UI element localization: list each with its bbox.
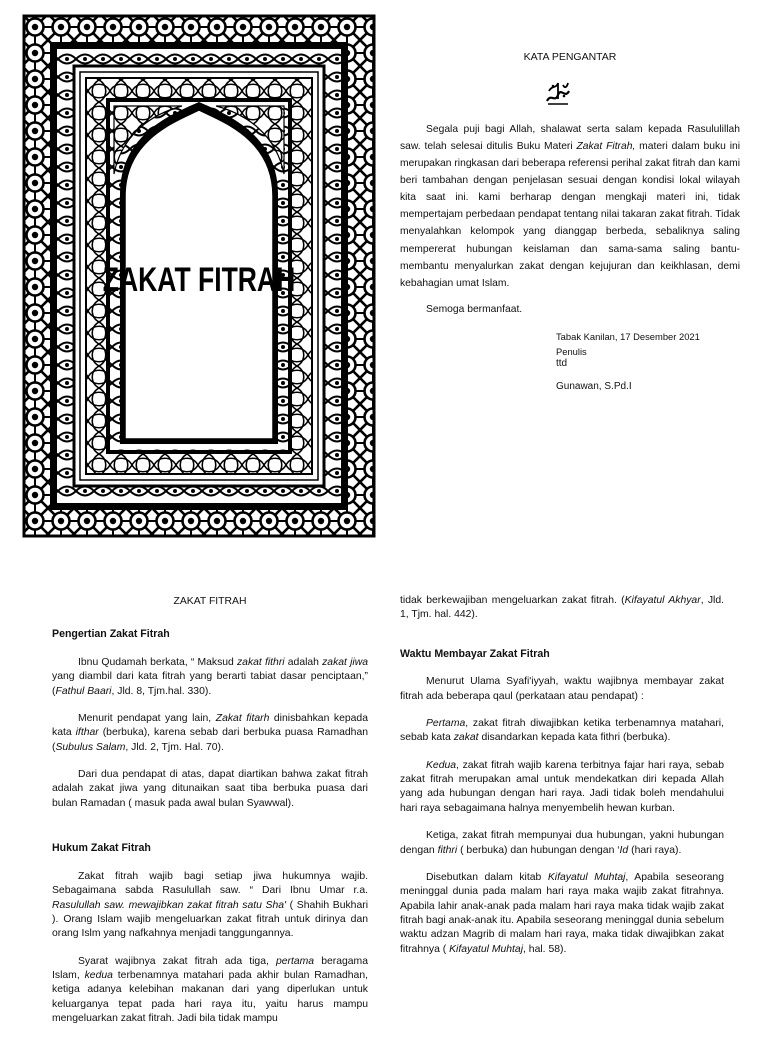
place-date: Tabak Kanilan, 17 Desember 2021 — [556, 331, 700, 342]
paragraph: Zakat fitrah wajib bagi setiap jiwa hukumnya wajib. Sebagaimana sabda Rasulullah saw. “ Dari Ibnu Umar r.a. Rasulullah saw. mewajibkan zakat fitrah satu Sha' ( Shahih Bukhari ). Orang Islam wajib mengeluarkan zakat fitrah untuk dirinya dan orang Islm yang nafkahnya menjadi tanggungannya. — [52, 870, 368, 940]
book-cover — [22, 14, 376, 538]
section-heading-waktu: Waktu Membayar Zakat Fitrah — [400, 647, 550, 660]
basmala-calligraphy-icon — [543, 77, 573, 107]
preface-body — [400, 121, 740, 292]
paragraph: Disebutkan dalam kitab Kifayatul Muhtaj, Apabila seseorang meninggal dunia pada malam hari raya maka wajib zakat fitrahnya. Apabila lahir anak-anak pada malam hari raya maka tidak wajib zakat fitrah bagi anak-anak itu. Apabila seseorang meninggal dunia sebelum waktu adzan Magrib di malam hari raya, maka tidak diwajibkan zakat fitrahnya ( Kifayatul Muhtaj, hal. 58). — [400, 871, 724, 955]
author-role: Penulis — [556, 346, 587, 357]
cover-title: ZAKAT FITRAH — [102, 261, 296, 299]
article-left-column — [52, 595, 368, 1039]
article-right-column — [400, 594, 724, 970]
section-heading-pengertian: Pengertian Zakat Fitrah — [52, 628, 170, 641]
preface-heading: KATA PENGANTAR — [523, 51, 617, 63]
paragraph: Syarat wajibnya zakat fitrah ada tiga, pertama beragama Islam, kedua terbenamnya matahari pada akhir bulan Ramadhan, ketiga adanya kelebihan makanan dari yang diperlukan untuk keluarganya tepat pada hari raya itu, yaitu harus mampu mengeluarkan zakat fitrah. Jadi bila tidak mampu — [52, 955, 368, 1025]
author-name: Gunawan, S.Pd.I — [556, 381, 632, 392]
paragraph: Kedua, zakat fitrah wajib karena terbitnya fajar hari raya, sebab zakat fitrah merupakan amal untuk mendekatkan diri kepada Allah yang ada hubungan dengan hari raya. Jadi tidak boleh mendahului hari raya sebagaimana halnya menyembelih hewan kurban. — [400, 759, 724, 814]
signature-mark: ttd — [556, 358, 568, 369]
paragraph: Ibnu Qudamah berkata, “ Maksud zakat fithri adalah zakat jiwa yang diambil dari kata fitrah yang berarti tabiat dasar penciptaan,” (Fathul Baari, Jld. 8, Tjm.hal. 330). — [52, 656, 368, 697]
preface-paragraph: Segala puji bagi Allah, shalawat serta salam kepada Rasululillah saw. telah selesai ditulis Buku Materi Zakat Fitrah, materi dalam buku ini merupakan ringkasan dari beberapa referensi perihal zakat fitrah dan kami beri tambahan dengan penjelasan sesuai dengan kondisi lokal wilayah kita saat ini. kami berharap dengan mengkaji materi ini, tidak mempertajam perbedaan pendapat tentang nilai takaran zakat fitrah. Tidak menyalahkan kelompok yang dianggap berbeda, sebaliknya saling mempererat hubungan keislaman dan sama-sama saling bantu-membantu menyalurkan zakat dengan kejujuran dan keikhlasan, demi kebahagian umat Islam. — [400, 124, 741, 289]
article-title: ZAKAT FITRAH — [173, 596, 247, 607]
paragraph: Menurut Ulama Syafi'iyyah, waktu wajibnya membayar zakat fitrah ada beberapa qaul (perkataan atau pendapat) : — [400, 676, 724, 702]
paragraph: Menurit pendapat yang lain, Zakat fitarh dinisbahkan kepada kata ifthar (berbuka), karena sebab dari berbuka puasa Ramadhan (Subulus Salam, Jld. 2, Tjm. Hal. 70). — [52, 713, 368, 753]
section-heading-hukum: Hukum Zakat Fitrah — [52, 842, 151, 855]
paragraph: Ketiga, zakat fitrah mempunyai dua hubungan, yakni hubungan dengan fithri ( berbuka) dan hubungan dengan ‘Id (hari raya). — [400, 830, 724, 856]
paragraph: Pertama, zakat fitrah diwajibkan ketika terbenamnya matahari, sebab kata zakat disandarkan kepada kata fithri (berbuka). — [400, 718, 724, 744]
paragraph-continued: tidak berkewajiban mengeluarkan zakat fitrah. (Kifayatul Akhyar, Jld. 1, Tjm. hal. 442). — [400, 595, 725, 621]
preface — [400, 0, 740, 540]
paragraph: Dari dua pendapat di atas, dapat diartikan bahwa zakat fitrah adalah zakat jiwa yang ditunaikan saat tiba berbuka puasa dari bulan Ramadan ( masuk pada awal bulan Syawwal). — [52, 769, 368, 809]
preface-closing: Semoga bermanfaat. — [426, 304, 523, 315]
